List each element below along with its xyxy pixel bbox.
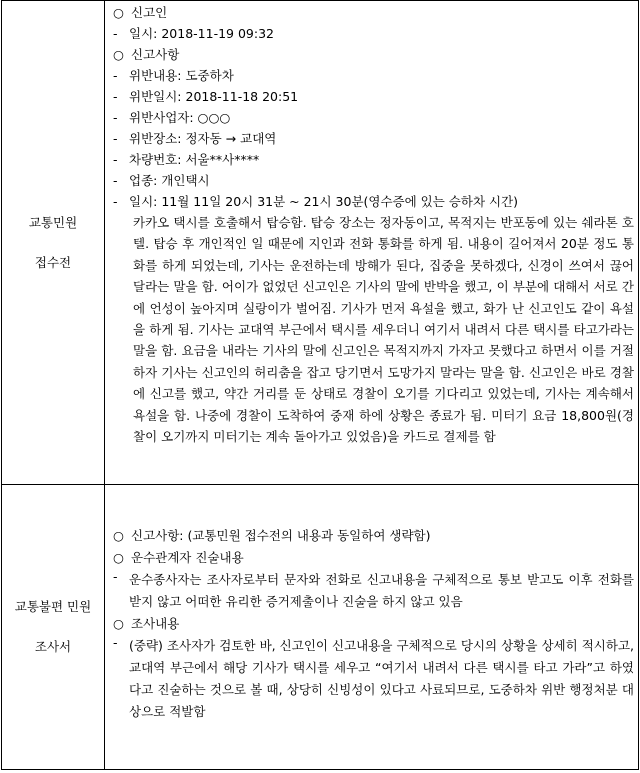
circle-marker-icon: ○	[113, 616, 124, 631]
list-item	[111, 635, 634, 723]
list-item	[111, 23, 634, 44]
incident-description: 카카오 택시를 호출해서 탑승함. 탑승 장소는 정자동이고, 목적지는 반포동에 있는 쉐라톤 호텔. 탑승 후 개인적인 일 때문에 지인과 전화 통화를 하게 됨. 내용이 길어져서 20분 정도 통화를 하게 되었는데, 기사는 운전하는데 방해가 된다, 집중을 못하겠다, 신경이 쓰여서 끊어달라는 말을 함. 어이가 없었던 신고인은 기사의 말에 반박을 했고, 이 부분에 대해서 서로 간에 언성이 높아지며 실랑이가 벌어짐. 기사가 먼저 욕설을 했고, 화가 난 신고인도 같이 욕설을 하게 됨. 기사는 교대역 부근에서 택시를 세우더니 여기서 내려서 다른 택시를 타고가라는 말을 함. 요금을 내라는 기사의 말에 신고인은 목적지까지 가자고 못했다고 하면서 이를 거절하자 기사는 신고인의 허리춤을 잡고 당기면서 도망가지 말라는 말을 함. 신고인은 바로 경찰에 신고를 했고, 약간 거리를 둔 상태로 경찰이 오기를 기다리고 있었는데, 기사는 계속해서 욕설을 함. 나중에 경찰이 도착하여 중재 하에 상황은 종료가 됨. 미터기 요금 18,800원(경찰이 오기까지 미터기는 계속 돌아가고 있었음)을 카드로 결제를 함	[133, 215, 634, 445]
list-item	[111, 86, 634, 107]
label-line: 교통불편 민원	[14, 599, 92, 614]
item-text: (중략) 조사자가 검토한 바, 신고인이 신고내용을 구체적으로 당시의 상황을 상세히 적시하고, 교대역 부근에서 해당 기사가 택시를 세우고 “여기서 내려서 다른 택시를 타고 가라”고 하였다고 진술하는 것으로 볼 때, 상당히 신빙성이 있다고 사료되므로, 도중하차 위반 행정처분 대상으로 적발함	[129, 638, 634, 719]
label-cell-reception	[2, 1, 105, 485]
item-text: 위반내용: 도중하차	[129, 68, 234, 83]
list-item	[111, 65, 634, 86]
section-heading	[111, 525, 634, 547]
section-title: 조사내용	[131, 616, 180, 631]
circle-marker-icon: ○	[113, 5, 124, 20]
circle-marker-icon: ○	[113, 550, 124, 565]
section-title: 신고사항: (교통민원 접수전의 내용과 동일하여 생략함)	[131, 528, 431, 543]
item-text: 위반일시: 2018-11-18 20:51	[129, 89, 299, 104]
item-text: 일시: 11월 11일 20시 31분 ~ 21시 30분(영수증에 있는 승하차 시간)	[129, 194, 519, 209]
label-line: 교통민원	[28, 214, 78, 230]
item-text: 일시: 2018-11-19 09:32	[129, 26, 274, 41]
section-heading	[111, 2, 634, 23]
list-item	[111, 170, 634, 191]
item-text: 위반장소: 정자동 → 교대역	[129, 131, 277, 146]
dash-marker: -	[113, 131, 118, 146]
label-line: 접수전	[34, 254, 72, 270]
item-text: 차량번호: 서울**사****	[129, 152, 260, 167]
section-title: 신고인	[131, 5, 168, 20]
section-title: 신고사항	[131, 47, 180, 62]
dash-marker: -	[113, 26, 118, 41]
row-investigation	[2, 485, 639, 770]
dash-marker: -	[113, 635, 118, 650]
row-reception	[2, 1, 639, 485]
dash-marker: -	[113, 68, 118, 83]
circle-marker-icon: ○	[113, 47, 124, 62]
list-item	[111, 569, 634, 613]
complaint-form-table	[1, 0, 639, 770]
item-text: 위반사업자: ○○○	[129, 110, 231, 125]
list-item	[111, 107, 634, 128]
item-text: 운수종사자는 조사자로부터 문자와 전화로 신고내용을 구체적으로 통보 받고도 이후 전화를 받지 않고 어떠한 유리한 증거제출이나 진술을 하지 않고 있음	[129, 572, 634, 609]
list-item	[111, 149, 634, 170]
dash-marker: -	[113, 110, 118, 125]
dash-marker: -	[113, 194, 118, 209]
dash-marker: -	[113, 89, 118, 104]
section-heading	[111, 44, 634, 65]
list-item	[111, 191, 634, 212]
content-cell-investigation	[105, 485, 639, 770]
dash-marker: -	[113, 173, 118, 188]
content-cell-reception	[105, 1, 639, 485]
label-line: 조사서	[34, 639, 72, 654]
item-text: 업종: 개인택시	[129, 173, 210, 188]
section-heading	[111, 613, 634, 635]
list-item	[111, 128, 634, 149]
dash-marker: -	[113, 569, 118, 584]
label-cell-investigation	[2, 485, 105, 770]
circle-marker-icon: ○	[113, 528, 124, 543]
dash-marker: -	[113, 152, 118, 167]
section-heading	[111, 547, 634, 569]
section-title: 운수관계자 진술내용	[131, 550, 244, 565]
